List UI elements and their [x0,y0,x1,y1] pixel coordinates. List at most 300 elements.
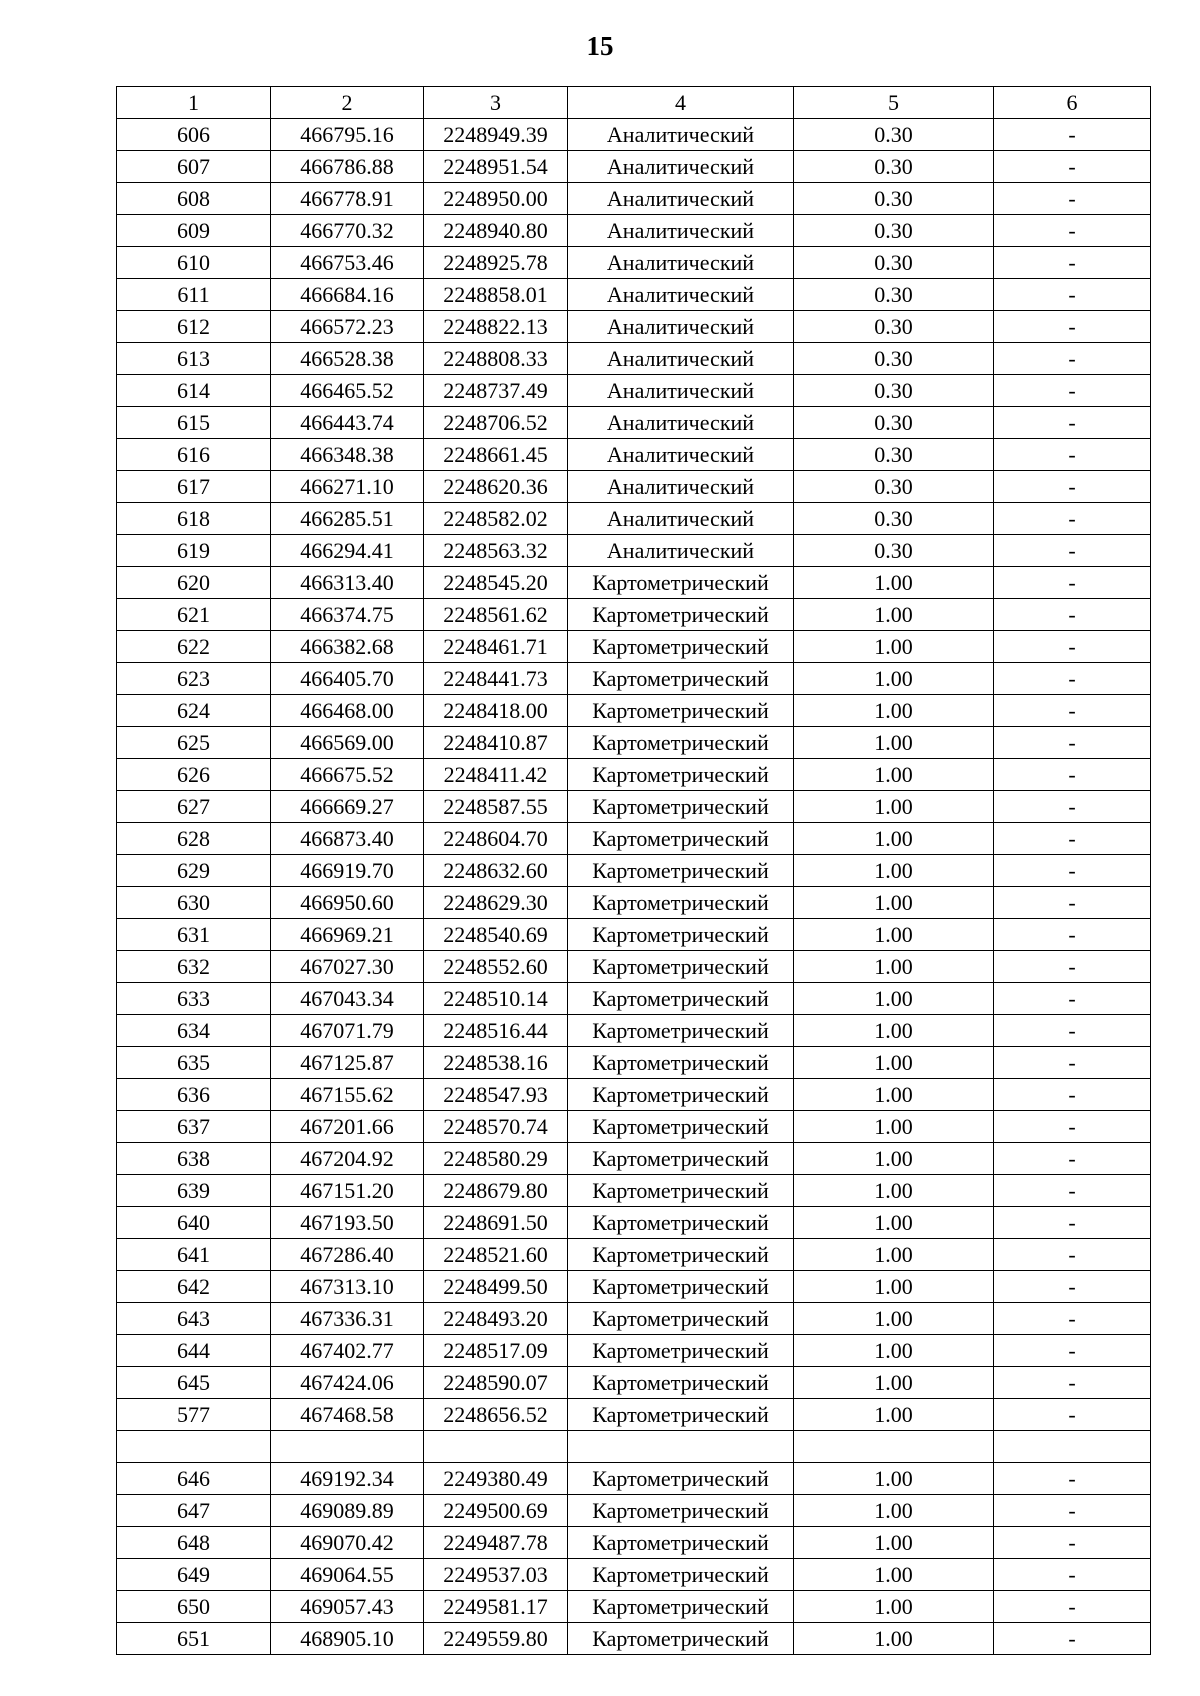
cell-method: Картометрический [568,1239,794,1271]
table-row [117,119,1151,151]
cell-accuracy: 1.00 [794,759,994,791]
cell-y-coordinate: 2248949.39 [424,119,568,151]
cell-x-coordinate: 466528.38 [271,343,424,375]
cell-note: - [994,759,1151,791]
cell-method: Аналитический [568,375,794,407]
header-cell-6: 6 [994,87,1151,119]
cell-method: Аналитический [568,119,794,151]
table-row [117,1399,1151,1431]
cell-point-number: 606 [117,119,271,151]
table-row [117,151,1151,183]
cell-y-coordinate: 2248691.50 [424,1207,568,1239]
table-row [117,631,1151,663]
table-row [117,471,1151,503]
cell-point-number: 644 [117,1335,271,1367]
cell-point-number: 617 [117,471,271,503]
table-row [117,1271,1151,1303]
cell-method: Аналитический [568,471,794,503]
cell-method: Картометрический [568,855,794,887]
cell-y-coordinate: 2248629.30 [424,887,568,919]
cell-note: - [994,1527,1151,1559]
cell-point-number: 642 [117,1271,271,1303]
cell-point-number: 634 [117,1015,271,1047]
cell-point-number: 648 [117,1527,271,1559]
cell-point-number: 615 [117,407,271,439]
cell-method: Картометрический [568,1559,794,1591]
table-row [117,1175,1151,1207]
cell-point-number: 637 [117,1111,271,1143]
cell-method: Картометрический [568,1111,794,1143]
cell-note: - [994,791,1151,823]
cell-accuracy: 1.00 [794,951,994,983]
cell-point-number: 647 [117,1495,271,1527]
cell-y-coordinate: 2248441.73 [424,663,568,695]
cell-point-number: 608 [117,183,271,215]
cell-x-coordinate: 466271.10 [271,471,424,503]
cell-note: - [994,1047,1151,1079]
cell-method: Картометрический [568,919,794,951]
cell-point-number: 614 [117,375,271,407]
cell-method: Картометрический [568,1079,794,1111]
cell-accuracy: 1.00 [794,1079,994,1111]
cell-accuracy: 1.00 [794,1015,994,1047]
cell-y-coordinate: 2248737.49 [424,375,568,407]
cell-x-coordinate: 466405.70 [271,663,424,695]
cell-accuracy: 1.00 [794,1175,994,1207]
cell-y-coordinate: 2248950.00 [424,183,568,215]
cell-note: - [994,407,1151,439]
cell-accuracy: 1.00 [794,1303,994,1335]
table-row [117,1367,1151,1399]
cell-y-coordinate: 2248587.55 [424,791,568,823]
table-row [117,1559,1151,1591]
cell-point-number: 641 [117,1239,271,1271]
cell-x-coordinate: 466778.91 [271,183,424,215]
cell-method: Картометрический [568,951,794,983]
cell-accuracy: 1.00 [794,1495,994,1527]
cell-note: - [994,311,1151,343]
cell-method: Картометрический [568,823,794,855]
cell-method: Картометрический [568,1399,794,1431]
cell-y-coordinate: 2248590.07 [424,1367,568,1399]
cell-method: Картометрический [568,1047,794,1079]
cell-x-coordinate: 466950.60 [271,887,424,919]
cell-y-coordinate: 2248521.60 [424,1239,568,1271]
cell-y-coordinate: 2248679.80 [424,1175,568,1207]
cell-point-number: 624 [117,695,271,727]
cell-x-coordinate: 469089.89 [271,1495,424,1527]
cell-accuracy: 0.30 [794,311,994,343]
cell-method: Картометрический [568,1143,794,1175]
cell-method: Аналитический [568,215,794,247]
cell-method: Аналитический [568,247,794,279]
cell-accuracy: 1.00 [794,1463,994,1495]
table-row [117,1335,1151,1367]
cell-note: - [994,375,1151,407]
cell-accuracy: 1.00 [794,1623,994,1655]
cell-point-number: 621 [117,599,271,631]
cell-y-coordinate: 2248661.45 [424,439,568,471]
table-row [117,823,1151,855]
cell-note: - [994,439,1151,471]
cell-point-number: 611 [117,279,271,311]
cell-point-number: 629 [117,855,271,887]
cell-accuracy: 1.00 [794,599,994,631]
cell-x-coordinate: 466675.52 [271,759,424,791]
cell-point-number: 577 [117,1399,271,1431]
cell-y-coordinate: 2248510.14 [424,983,568,1015]
cell-accuracy: 1.00 [794,919,994,951]
cell-note: - [994,1591,1151,1623]
cell-x-coordinate: 469064.55 [271,1559,424,1591]
cell-method: Аналитический [568,407,794,439]
cell-y-coordinate: 2248570.74 [424,1111,568,1143]
cell-x-coordinate: 467313.10 [271,1271,424,1303]
cell-method: Картометрический [568,727,794,759]
cell-y-coordinate: 2248538.16 [424,1047,568,1079]
table-row [117,183,1151,215]
cell-accuracy: 1.00 [794,887,994,919]
table-row [117,1015,1151,1047]
table-row [117,1111,1151,1143]
coordinates-table [116,86,1151,1655]
cell-accuracy: 1.00 [794,1367,994,1399]
cell-note: - [994,1079,1151,1111]
cell-y-coordinate: 2248632.60 [424,855,568,887]
table-row [117,855,1151,887]
table-row [117,727,1151,759]
cell-point-number: 646 [117,1463,271,1495]
cell-note: - [994,663,1151,695]
cell-accuracy: 1.00 [794,727,994,759]
cell-accuracy: 1.00 [794,1111,994,1143]
cell-accuracy: 1.00 [794,567,994,599]
cell-note: - [994,1143,1151,1175]
cell-accuracy: 1.00 [794,1143,994,1175]
cell-x-coordinate: 467155.62 [271,1079,424,1111]
cell-method: Картометрический [568,759,794,791]
cell-point-number: 645 [117,1367,271,1399]
cell-x-coordinate: 467204.92 [271,1143,424,1175]
cell-y-coordinate: 2248517.09 [424,1335,568,1367]
cell-note: - [994,983,1151,1015]
header-row [117,87,1151,119]
cell-point-number: 616 [117,439,271,471]
cell-note: - [994,471,1151,503]
cell-accuracy: 0.30 [794,183,994,215]
table-row [117,535,1151,567]
cell-accuracy: 1.00 [794,1335,994,1367]
cell-x-coordinate: 469070.42 [271,1527,424,1559]
cell-note: - [994,1239,1151,1271]
cell-point-number: 643 [117,1303,271,1335]
cell-x-coordinate: 467336.31 [271,1303,424,1335]
table-row [117,247,1151,279]
cell-y-coordinate: 2248580.29 [424,1143,568,1175]
cell-note: - [994,599,1151,631]
cell-point-number: 612 [117,311,271,343]
cell-y-coordinate: 2248858.01 [424,279,568,311]
cell-x-coordinate: 466919.70 [271,855,424,887]
table-row [117,1143,1151,1175]
cell-note: - [994,1559,1151,1591]
table-body [117,119,1151,1655]
cell-y-coordinate: 2248582.02 [424,503,568,535]
cell-x-coordinate: 467043.34 [271,983,424,1015]
header-cell-3: 3 [424,87,568,119]
cell-method: Картометрический [568,1591,794,1623]
cell-note: - [994,1303,1151,1335]
cell-x-coordinate: 466572.23 [271,311,424,343]
cell-accuracy: 0.30 [794,247,994,279]
cell-point-number: 639 [117,1175,271,1207]
cell-note: - [994,247,1151,279]
cell-note: - [994,1463,1151,1495]
cell-point-number: 619 [117,535,271,567]
cell-y-coordinate: 2248547.93 [424,1079,568,1111]
table-row [117,1623,1151,1655]
table-row [117,503,1151,535]
table-row [117,983,1151,1015]
cell-method: Картометрический [568,791,794,823]
cell-note: - [994,183,1151,215]
cell-accuracy: 1.00 [794,1239,994,1271]
cell-method: Картометрический [568,1623,794,1655]
cell-accuracy: 1.00 [794,663,994,695]
cell-note: - [994,1207,1151,1239]
cell-method: Картометрический [568,1175,794,1207]
cell-note: - [994,631,1151,663]
cell-note: - [994,1495,1151,1527]
header-cell-1: 1 [117,87,271,119]
cell-point-number: 620 [117,567,271,599]
cell-accuracy: 0.30 [794,215,994,247]
cell-method: Аналитический [568,503,794,535]
cell-x-coordinate: 466770.32 [271,215,424,247]
cell-y-coordinate: 2248410.87 [424,727,568,759]
table-row [117,1527,1151,1559]
cell-note: - [994,119,1151,151]
header-cell-4: 4 [568,87,794,119]
cell-x-coordinate: 467201.66 [271,1111,424,1143]
cell-accuracy: 0.30 [794,375,994,407]
cell-point-number: 623 [117,663,271,695]
cell-method: Картометрический [568,1303,794,1335]
cell-note: - [994,855,1151,887]
table-row [117,439,1151,471]
table-row [117,311,1151,343]
cell-x-coordinate: 469192.34 [271,1463,424,1495]
cell-note: - [994,215,1151,247]
cell-note: - [994,887,1151,919]
cell-y-coordinate: 2248706.52 [424,407,568,439]
cell-accuracy: 1.00 [794,631,994,663]
cell-x-coordinate: 467468.58 [271,1399,424,1431]
cell-method: Аналитический [568,311,794,343]
cell-method [568,1431,794,1463]
cell-accuracy: 0.30 [794,279,994,311]
cell-point-number: 627 [117,791,271,823]
cell-method: Картометрический [568,887,794,919]
cell-x-coordinate [271,1431,424,1463]
cell-accuracy: 1.00 [794,1047,994,1079]
cell-note: - [994,151,1151,183]
cell-y-coordinate: 2248620.36 [424,471,568,503]
cell-note: - [994,1623,1151,1655]
table-row [117,407,1151,439]
table-row [117,375,1151,407]
cell-x-coordinate: 466313.40 [271,567,424,599]
cell-point-number [117,1431,271,1463]
table-header [117,87,1151,119]
cell-point-number: 649 [117,1559,271,1591]
table-row [117,567,1151,599]
cell-y-coordinate: 2248545.20 [424,567,568,599]
cell-point-number: 631 [117,919,271,951]
cell-method: Картометрический [568,567,794,599]
cell-x-coordinate: 467071.79 [271,1015,424,1047]
cell-note: - [994,279,1151,311]
table-row [117,1591,1151,1623]
cell-y-coordinate: 2249500.69 [424,1495,568,1527]
cell-point-number: 650 [117,1591,271,1623]
cell-note: - [994,535,1151,567]
cell-x-coordinate: 468905.10 [271,1623,424,1655]
cell-accuracy: 1.00 [794,983,994,1015]
cell-point-number: 628 [117,823,271,855]
cell-method: Аналитический [568,439,794,471]
cell-accuracy: 0.30 [794,151,994,183]
cell-accuracy [794,1431,994,1463]
cell-method: Аналитический [568,343,794,375]
cell-point-number: 618 [117,503,271,535]
cell-note: - [994,1367,1151,1399]
cell-method: Картометрический [568,1527,794,1559]
cell-note: - [994,1015,1151,1047]
cell-point-number: 640 [117,1207,271,1239]
cell-note: - [994,1111,1151,1143]
cell-point-number: 610 [117,247,271,279]
table-row [117,1239,1151,1271]
cell-y-coordinate: 2248461.71 [424,631,568,663]
table-row [117,1431,1151,1463]
cell-x-coordinate: 466443.74 [271,407,424,439]
cell-note: - [994,727,1151,759]
cell-x-coordinate: 466285.51 [271,503,424,535]
cell-y-coordinate: 2248951.54 [424,151,568,183]
cell-y-coordinate: 2248940.80 [424,215,568,247]
cell-note: - [994,951,1151,983]
cell-x-coordinate: 466669.27 [271,791,424,823]
header-cell-2: 2 [271,87,424,119]
cell-accuracy: 1.00 [794,1271,994,1303]
cell-method: Картометрический [568,983,794,1015]
cell-method: Картометрический [568,1495,794,1527]
cell-x-coordinate: 467125.87 [271,1047,424,1079]
cell-accuracy: 1.00 [794,695,994,727]
cell-point-number: 613 [117,343,271,375]
table-row [117,919,1151,951]
cell-method: Картометрический [568,695,794,727]
cell-x-coordinate: 466465.52 [271,375,424,407]
cell-accuracy: 0.30 [794,343,994,375]
table-row [117,599,1151,631]
cell-point-number: 609 [117,215,271,247]
cell-y-coordinate [424,1431,568,1463]
cell-x-coordinate: 466753.46 [271,247,424,279]
cell-accuracy: 1.00 [794,1559,994,1591]
cell-y-coordinate: 2248540.69 [424,919,568,951]
cell-y-coordinate: 2248552.60 [424,951,568,983]
cell-method: Картометрический [568,599,794,631]
table-row [117,1079,1151,1111]
cell-accuracy: 1.00 [794,823,994,855]
cell-y-coordinate: 2249581.17 [424,1591,568,1623]
cell-method: Картометрический [568,1335,794,1367]
cell-y-coordinate: 2248808.33 [424,343,568,375]
cell-accuracy: 1.00 [794,1527,994,1559]
cell-method: Аналитический [568,183,794,215]
cell-point-number: 636 [117,1079,271,1111]
cell-y-coordinate: 2248561.62 [424,599,568,631]
table-row [117,887,1151,919]
cell-accuracy: 0.30 [794,503,994,535]
cell-method: Картометрический [568,1015,794,1047]
cell-accuracy: 0.30 [794,119,994,151]
cell-method: Картометрический [568,1271,794,1303]
cell-x-coordinate: 466374.75 [271,599,424,631]
cell-y-coordinate: 2248563.32 [424,535,568,567]
cell-y-coordinate: 2248493.20 [424,1303,568,1335]
cell-x-coordinate: 467151.20 [271,1175,424,1207]
cell-y-coordinate: 2248418.00 [424,695,568,727]
cell-note: - [994,919,1151,951]
table-row [117,663,1151,695]
cell-note: - [994,823,1151,855]
cell-x-coordinate: 467402.77 [271,1335,424,1367]
cell-point-number: 622 [117,631,271,663]
cell-x-coordinate: 466382.68 [271,631,424,663]
cell-y-coordinate: 2249380.49 [424,1463,568,1495]
page-number: 15 [586,31,614,61]
cell-y-coordinate: 2249559.80 [424,1623,568,1655]
cell-y-coordinate: 2249537.03 [424,1559,568,1591]
cell-note: - [994,1175,1151,1207]
table-row [117,1303,1151,1335]
table-row [117,791,1151,823]
cell-x-coordinate: 467193.50 [271,1207,424,1239]
cell-accuracy: 0.30 [794,439,994,471]
cell-x-coordinate: 466684.16 [271,279,424,311]
cell-x-coordinate: 466569.00 [271,727,424,759]
cell-y-coordinate: 2249487.78 [424,1527,568,1559]
table-row [117,759,1151,791]
table-row [117,1047,1151,1079]
header-cell-5: 5 [794,87,994,119]
cell-note: - [994,695,1151,727]
table-row [117,1463,1151,1495]
cell-note: - [994,503,1151,535]
cell-note: - [994,567,1151,599]
cell-point-number: 638 [117,1143,271,1175]
table-row [117,279,1151,311]
cell-point-number: 630 [117,887,271,919]
cell-method: Аналитический [568,279,794,311]
cell-x-coordinate: 466969.21 [271,919,424,951]
cell-accuracy: 0.30 [794,471,994,503]
cell-y-coordinate: 2248516.44 [424,1015,568,1047]
table-row [117,695,1151,727]
